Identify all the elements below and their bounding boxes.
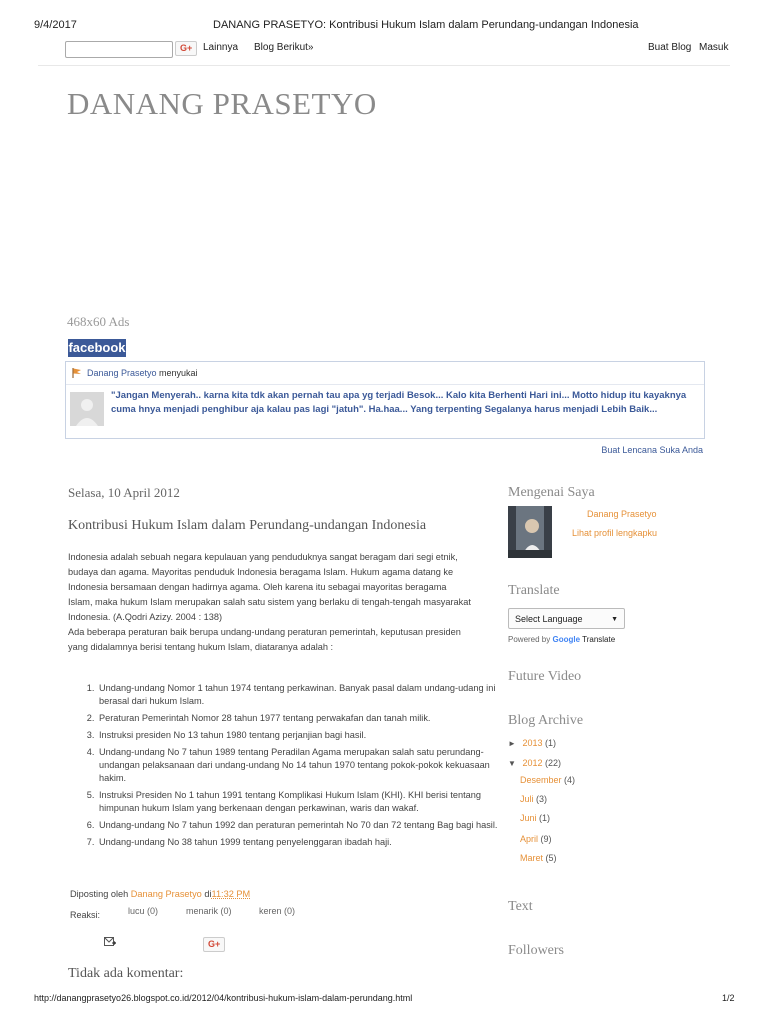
create-badge-link[interactable]: Buat Lencana Suka Anda: [601, 445, 703, 455]
profile-photo[interactable]: [508, 506, 552, 558]
reactions-label: Reaksi:: [70, 910, 101, 920]
list-item: 6. Undang-undang No 7 tahun 1992 dan peraturan pemerintah No 70 dan 72 tentang Bag bagi hasil.: [97, 819, 504, 832]
post-title[interactable]: Kontribusi Hukum Islam dalam Perundang-undangan Indonesia: [68, 518, 427, 533]
reaction-option[interactable]: lucu (0): [128, 906, 159, 916]
facebook-logo[interactable]: facebook: [68, 340, 126, 355]
next-blog-link[interactable]: Blog Berikut»: [254, 42, 314, 53]
dropdown-arrow-icon: ▼: [611, 616, 618, 623]
powered-by-google: [508, 635, 615, 644]
list-item: 7. Undang-undang No 38 tahun 1999 tentang penyelenggaran ibadah haji.: [97, 836, 504, 849]
about-heading: Mengenai Saya: [508, 485, 595, 500]
archive-month[interactable]: [520, 794, 547, 804]
archive-month-link[interactable]: Juli: [520, 794, 534, 804]
archive-month-link[interactable]: April: [520, 834, 539, 844]
archive-year-link[interactable]: 2013: [522, 738, 543, 748]
email-share-icon[interactable]: [104, 937, 116, 947]
list-item: 5. Instruksi Presiden No 1 tahun 1991 tentang Komplikasi Hukum Islam (KHI). KHI berisi tentang himpunan hukum Islam yang berkenaan dengan perkawinan, waris dan wakaf.: [97, 789, 504, 815]
blogger-navbar: [38, 37, 730, 66]
future-video-heading: Future Video: [508, 669, 582, 684]
reaction-option[interactable]: menarik (0): [186, 906, 232, 916]
post-paragraph: Indonesia adalah sebuah negara kepulauan yang penduduknya sangat beragam dari segi etnik, budaya dan agama. Mayoritas penduduk Indonesia beragama Islam. Hukum agama datang ke Indonesia bersamaan dengan hadirnya agama. Oleh karena itu sebagai mayoritas beragama Islam, maka hukum Islam merupakan salah satu sistem yang berlaku di tengah-tengah masyarakat Indonesia. (A.Qodri Azizy. 2004 : 138): [68, 552, 471, 622]
list-item: 1. Undang-undang Nomor 1 tahun 1974 tentang perkawinan. Banyak pasal dalam undang-udang ini berasal dari hukum Islam.: [97, 682, 504, 708]
list-item: 4. Undang-undang No 7 tahun 1989 tentang Peradilan Agama merupakan salah satu perundang-undangan pelaksanaan dari undang-undang No 14 tahun 1970 tentang pokok-pokok kekuasaan hakim.: [97, 746, 504, 785]
google-logo[interactable]: Google: [552, 635, 581, 644]
at-label: di: [204, 889, 212, 899]
translate-link[interactable]: Translate: [582, 635, 616, 644]
archive-month-link[interactable]: Maret: [520, 853, 544, 863]
text-heading: Text: [508, 899, 533, 914]
create-blog-link[interactable]: Buat Blog: [648, 42, 692, 53]
collapsed-arrow-icon[interactable]: ►: [508, 739, 516, 748]
expanded-arrow-icon[interactable]: ▼: [508, 759, 516, 768]
post-time-link[interactable]: 11:32 PM: [211, 889, 251, 899]
followers-heading: Followers: [508, 943, 564, 958]
archive-count: (5): [545, 853, 557, 863]
print-page-number: 1/2: [722, 993, 735, 1003]
post-body: [68, 550, 473, 655]
list-item: 3. Instruksi presiden No 13 tahun 1980 tentang perjanjian bagi hasil.: [97, 729, 504, 742]
print-page-title: DANANG PRASETYO: Kontribusi Hukum Islam dalam Perundang-undangan Indonesia: [213, 19, 639, 31]
post-date: Selasa, 10 April 2012: [68, 485, 180, 500]
regulation-list: [68, 682, 504, 853]
view-profile-link[interactable]: Lihat profil lengkapku: [572, 528, 658, 538]
archive-year-2012[interactable]: [508, 758, 561, 768]
profile-name-link[interactable]: Danang Prasetyo: [587, 509, 657, 519]
archive-count: (3): [536, 794, 548, 804]
archive-count: (4): [564, 775, 576, 785]
facebook-quote[interactable]: "Jangan Menyerah.. karna kita tdk akan pernah tau apa yg terjadi Besok... Kalo kita Berhenti Hari ini... Motto hidup itu kayaknya cuma hnya menjadi penghibur aja kalau pas lagi "jatuh". Ha.haa... Yang terpenting Segalanya harus menjadi Lebih Baik...: [111, 390, 687, 415]
posted-by-label: Diposting oleh: [70, 889, 129, 899]
print-url: http://danangprasetyo26.blogspot.co.id/2012/04/kontribusi-hukum-islam-dalam-perundang.html: [34, 993, 413, 1003]
archive-month[interactable]: [520, 775, 575, 785]
translate-heading: Translate: [508, 583, 560, 598]
archive-count: (22): [544, 758, 561, 768]
archive-count: (1): [539, 813, 551, 823]
facebook-action: menyukai: [159, 368, 198, 378]
facebook-user-link[interactable]: Danang Prasetyo: [87, 368, 157, 378]
avatar[interactable]: [70, 392, 104, 426]
archive-month[interactable]: [520, 853, 557, 863]
archive-count: (9): [540, 834, 552, 844]
archive-year-2013[interactable]: [508, 738, 556, 748]
user-silhouette-icon: [70, 392, 104, 426]
archive-heading: Blog Archive: [508, 713, 584, 728]
archive-month-link[interactable]: Juni: [520, 813, 537, 823]
ads-placeholder: 468x60 Ads: [67, 314, 130, 329]
sign-in-link[interactable]: Masuk: [699, 42, 729, 53]
search-input[interactable]: [65, 41, 173, 58]
powered-by-label: Powered by: [508, 635, 551, 644]
archive-month-link[interactable]: Desember: [520, 775, 562, 785]
reaction-option[interactable]: keren (0): [259, 906, 296, 916]
profile-photo-image: [508, 506, 552, 558]
language-select-value: Select Language: [515, 614, 583, 624]
facebook-like-box: [65, 361, 705, 439]
print-date: 9/4/2017: [34, 19, 77, 31]
archive-month[interactable]: [520, 834, 552, 844]
flag-icon: [71, 367, 83, 379]
language-select[interactable]: [508, 608, 625, 629]
more-link[interactable]: Lainnya: [203, 42, 239, 53]
list-item: 2. Peraturan Pemerintah Nomor 28 tahun 1977 tentang perwakafan dan tanah milik.: [97, 712, 504, 725]
gplus-button[interactable]: G+: [175, 41, 197, 56]
archive-month[interactable]: [520, 813, 550, 823]
gplus-share-button[interactable]: G+: [203, 937, 225, 952]
blog-title[interactable]: DANANG PRASETYO: [67, 86, 377, 121]
comments-heading: Tidak ada komentar:: [68, 966, 184, 981]
post-footer: [70, 889, 250, 899]
author-link[interactable]: Danang Prasetyo: [130, 889, 202, 899]
post-paragraph: Ada beberapa peraturan baik berupa undang-undang peraturan pemerintah, keputusan presiden yang didalamnya berisi tentang hukum Islam, diataranya adalah :: [68, 627, 461, 652]
facebook-like-header: [66, 362, 704, 385]
archive-count: (1): [544, 738, 556, 748]
archive-year-link[interactable]: 2012: [522, 758, 543, 768]
